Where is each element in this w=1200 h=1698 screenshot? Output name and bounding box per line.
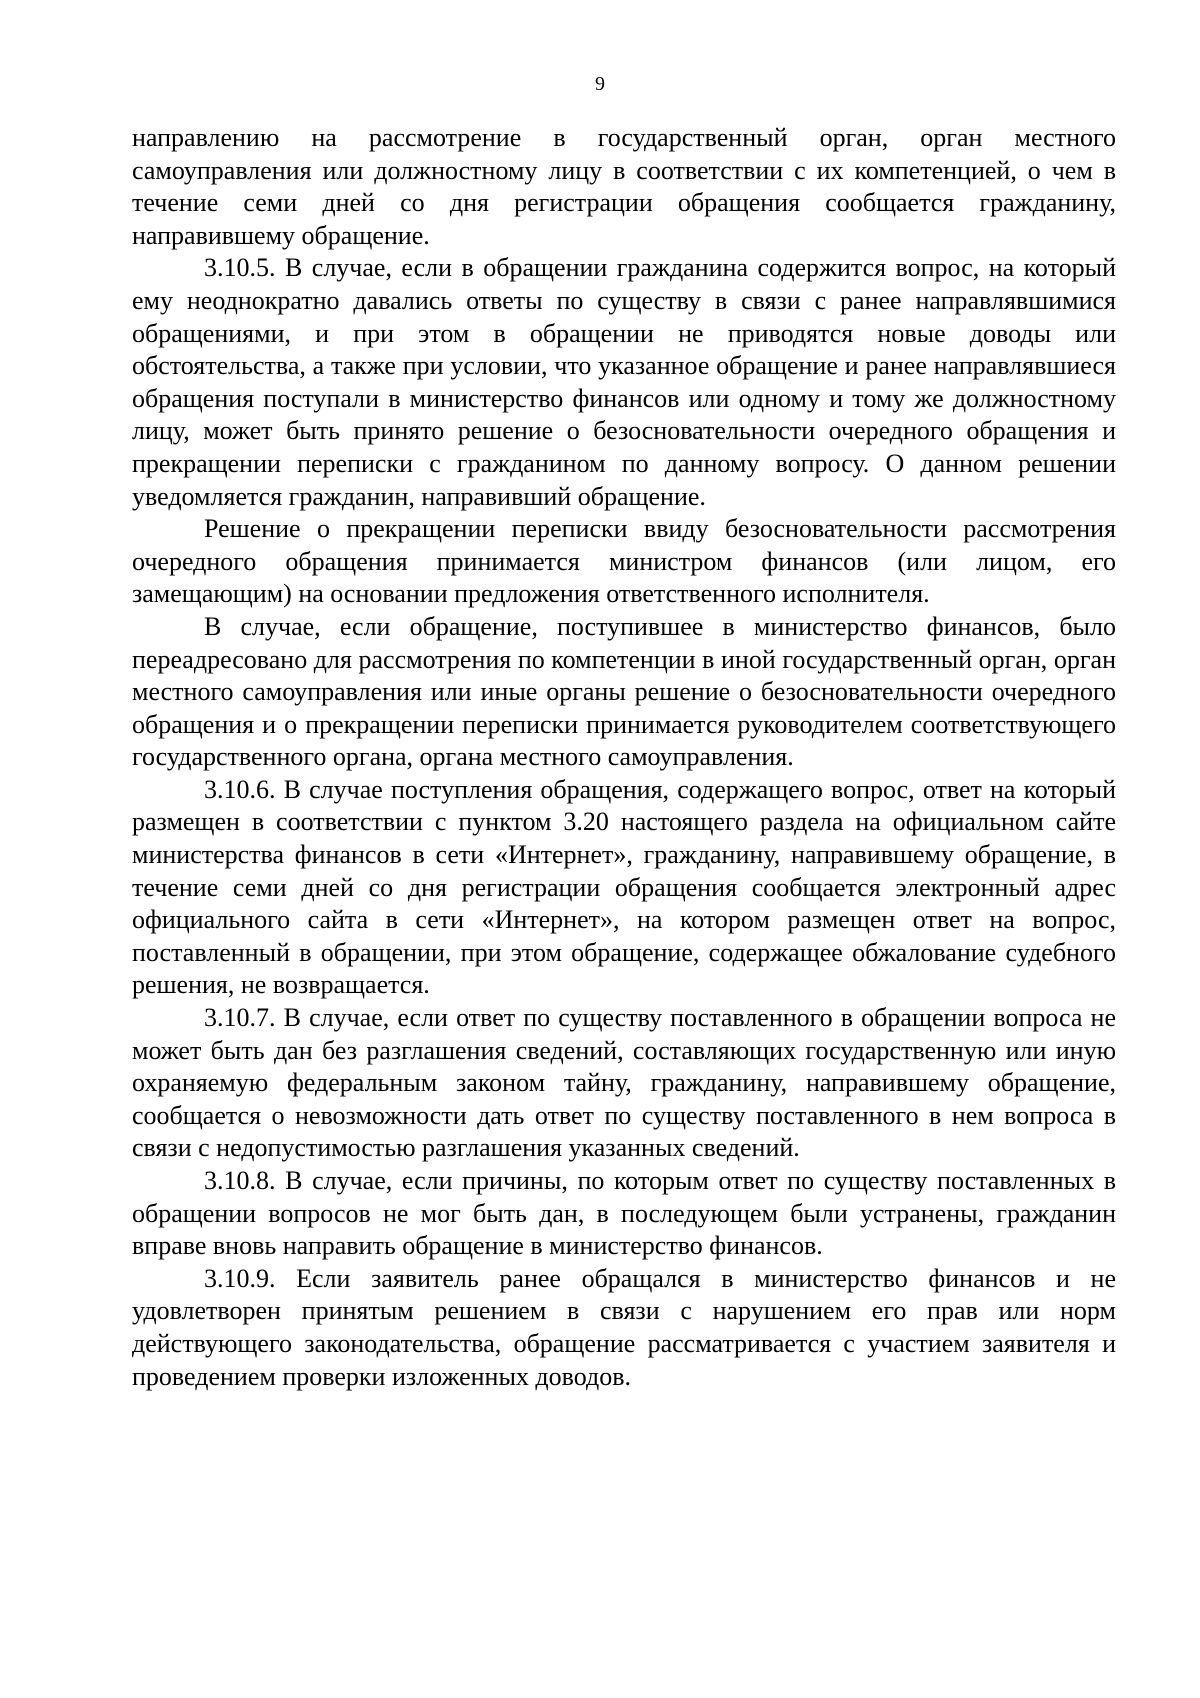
document-body: [132, 122, 1116, 1393]
paragraph-readdressed-case: В случае, если обращение, поступившее в министерство финансов, было переадресовано для рассмотрения по компетенции в иной государственный орган, орган местного самоуправления или иные органы решение о безосновательности очередного обращения и о прекращении переписки принимается руководителем соответствующего государственного органа, органа местного самоуправления.: [132, 611, 1116, 772]
paragraph-continuation: направлению на рассмотрение в государственный орган, орган местного самоуправления или должностному лицу в соответствии с их компетенцией, о чем в течение семи дней со дня регистрации обращения сообщается гражданину, направившему обращение.: [132, 123, 1116, 250]
page-number: 9: [595, 73, 605, 95]
paragraph-3-10-8: 3.10.8. В случае, если причины, по которым ответ по существу поставленных в обращении вопросов не мог быть дан, в последующем были устранены, гражданин вправе вновь направить обращение в министерство финансов.: [132, 1166, 1116, 1261]
paragraph-3-10-6: 3.10.6. В случае поступления обращения, содержащего вопрос, ответ на который размещен в соответствии с пунктом 3.20 настоящего раздела на официальном сайте министерства финансов в сети «Интернет», гражданину, направившему обращение, в течение семи дней со дня регистрации обращения сообщается электронный адрес официального сайта в сети «Интернет», на котором размещен ответ на вопрос, поставленный в обращении, при этом обращение, содержащее обжалование судебного решения, не возвращается.: [132, 774, 1116, 1000]
paragraph-decision-termination: Решение о прекращении переписки ввиду безосновательности рассмотрения очередного обращения принимается министром финансов (или лицом, его замещающим) на основании предложения ответственного исполнителя.: [132, 514, 1116, 609]
paragraph-3-10-9: 3.10.9. Если заявитель ранее обращался в министерство финансов и не удовлетворен принятым решением в связи с нарушением его прав или норм действующего законодательства, обращение рассматривается с участием заявителя и проведением проверки изложенных доводов.: [132, 1263, 1116, 1391]
paragraph-3-10-7: 3.10.7. В случае, если ответ по существу поставленного в обращении вопроса не может быть дан без разглашения сведений, составляющих государственную или иную охраняемую федеральным законом тайну, гражданину, направившему обращение, сообщается о невозможности дать ответ по существу поставленного в нем вопроса в связи с недопустимостью разглашения указанных сведений.: [132, 1003, 1116, 1163]
paragraph-3-10-5: 3.10.5. В случае, если в обращении гражданина содержится вопрос, на который ему неоднократно давались ответы по существу в связи с ранее направлявшимися обращениями, и при этом в обращении не приводятся новые доводы или обстоятельства, а также при условии, что указанное обращение и ранее направлявшиеся обращения поступали в министерство финансов или одному и тому же должностному лицу, может быть принято решение о безосновательности очередного обращения и прекращении переписки с гражданином по данному вопросу. О данном решении уведомляется гражданин, направивший обращение.: [132, 253, 1116, 511]
